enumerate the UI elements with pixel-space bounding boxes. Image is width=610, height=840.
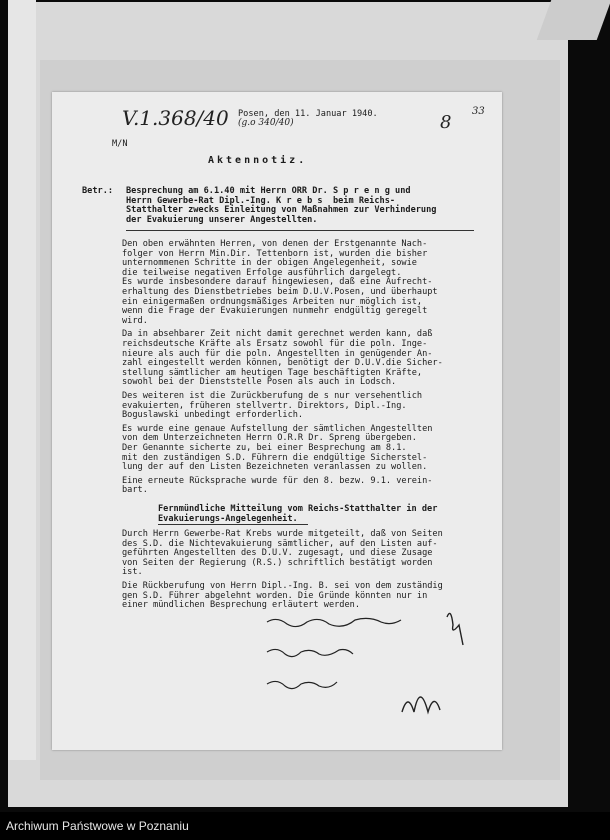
paragraph-line: ein einigermaßen ordnungsmäßiges Arbeiten nur möglich ist, xyxy=(122,296,423,307)
paragraph-line: lung der auf den Listen Bezeichneten veranlassen zu wollen. xyxy=(122,462,428,473)
paragraph-line: geführten Angestellten des D.U.V. zugesagt, und diese Zusage xyxy=(122,548,433,559)
phone-note-line: Fernmündliche Mitteilung vom Reichs-Statthalter in der xyxy=(158,504,438,514)
paragraph-line: folger von Herrn Min.Dir. Tettenborn ist, wurden die bisher xyxy=(122,248,428,259)
paragraph-line: Eine erneute Rücksprache wurde für den 8. bezw. 9.1. verein- xyxy=(122,475,433,486)
paragraph-line: wird. xyxy=(122,315,148,326)
paragraph-line: Es wurde eine genaue Aufstellung der sämtlichen Angestellten xyxy=(122,423,433,434)
paragraph-line: stellung sämtlicher am heutigen Tage beschäftigten Kräfte, xyxy=(122,367,423,378)
page-corner-number: 33 xyxy=(472,106,485,117)
paragraph-line: von Seiten der Regierung (R.S.) schriftlich bestätigt worden xyxy=(122,557,433,568)
paragraph-line: gen S.D. Führer abgelehnt worden. Die Gründe könnten nur in xyxy=(122,590,428,601)
subject-label: Betr.: xyxy=(82,186,114,196)
paragraph-line: einer mündlichen Besprechung erläutert werden. xyxy=(122,600,360,611)
paragraph-line: Des weiteren ist die Zurückberufung de s nur versehentlich xyxy=(122,391,423,401)
file-number-sub: (g.o 340/40) xyxy=(238,118,294,128)
paragraph-line: erhaltung des Dienstbetriebes beim D.U.V.Posen, und überhaupt xyxy=(122,287,438,297)
paragraph-line: die teilweise negativen Erfolge ausführlich dargelegt. xyxy=(122,267,402,278)
paragraph-line: unternommenen Schritte in der obigen Angelegenheit, sowie xyxy=(122,258,417,269)
subject-underline xyxy=(126,230,474,231)
file-number: V.1.368/40 xyxy=(122,106,229,130)
paragraph-line: Den oben erwähnten Herren, von denen der Erstgenannte Nach- xyxy=(122,239,428,249)
paragraph-line: Die Rückberufung von Herrn Dipl.-Ing. B. sei von dem zuständig xyxy=(122,581,443,591)
paragraph-line: sowohl bei der Dienststelle Posen als auch in Lodsch. xyxy=(122,377,397,388)
paragraph-line: Durch Herrn Gewerbe-Rat Krebs wurde mitgeteilt, daß von Seiten xyxy=(122,529,443,539)
phone-note-line: Evakuierungs-Angelegenheit. xyxy=(158,513,298,524)
paragraph-line: des S.D. die Nichtevakuierung sämtlicher, auf den Listen auf- xyxy=(122,538,438,549)
subject-line: Herrn Gewerbe-Rat Dipl.-Ing. K r e b s beim Reichs- xyxy=(126,195,396,206)
paragraph-line: nieure als auch für die poln. Angestellten in genügender An- xyxy=(122,348,433,359)
subject-line: Statthalter zwecks Einleitung von Maßnahmen zur Verhinderung xyxy=(126,205,437,216)
subject-line: Besprechung am 6.1.40 mit Herrn ORR Dr. S p r e n g und xyxy=(126,186,411,196)
paragraph-line: Da in absehbarer Zeit nicht damit gerechnet werden kann, daß xyxy=(122,329,433,340)
subject-line: der Evakuierung unserer Angestellten. xyxy=(126,214,318,225)
initials: M/N xyxy=(112,139,128,149)
paragraph-line: mit den zuständigen S.D. Führern die endgültige Sicherstel- xyxy=(122,452,428,463)
paragraph-line: ist. xyxy=(122,567,143,578)
left-page-edge xyxy=(8,0,36,760)
paragraph-line: evakuierten, früheren stellvertr. Direktors, Dipl.-Ing. xyxy=(122,400,407,411)
document-title: Aktennotiz. xyxy=(208,155,308,166)
place-date: Posen, den 11. Januar 1940. xyxy=(238,109,378,119)
paragraph-line: von dem Unterzeichneten Herrn O.R.R Dr. Spreng übergeben. xyxy=(122,433,417,444)
paragraph-line: reichsdeutsche Kräfte als Ersatz sowohl für die poln. Inge- xyxy=(122,338,428,349)
paragraph-line: bart. xyxy=(122,485,148,496)
paragraph-line: wenn die Frage der Evakuierungen nunmehr endgültig geregelt xyxy=(122,306,428,317)
paragraph-line: zahl eingestellt werden können, benötigt der D.U.V.die Sicher- xyxy=(122,358,443,369)
phone-note-underline xyxy=(158,524,308,525)
paragraph-line: Der Genannte sicherte zu, bei einer Besprechung am 8.1. xyxy=(122,442,407,453)
archive-footer: Archiwum Państwowe w Poznaniu xyxy=(0,812,610,840)
document-page xyxy=(52,92,502,750)
paragraph-line: Boguslawski unbedingt erforderlich. xyxy=(122,410,304,421)
page-number: 8 xyxy=(440,112,452,133)
paragraph-line: Es wurde insbesondere darauf hingewiesen, daß eine Aufrecht- xyxy=(122,277,433,288)
handwritten-annotations xyxy=(262,612,502,742)
